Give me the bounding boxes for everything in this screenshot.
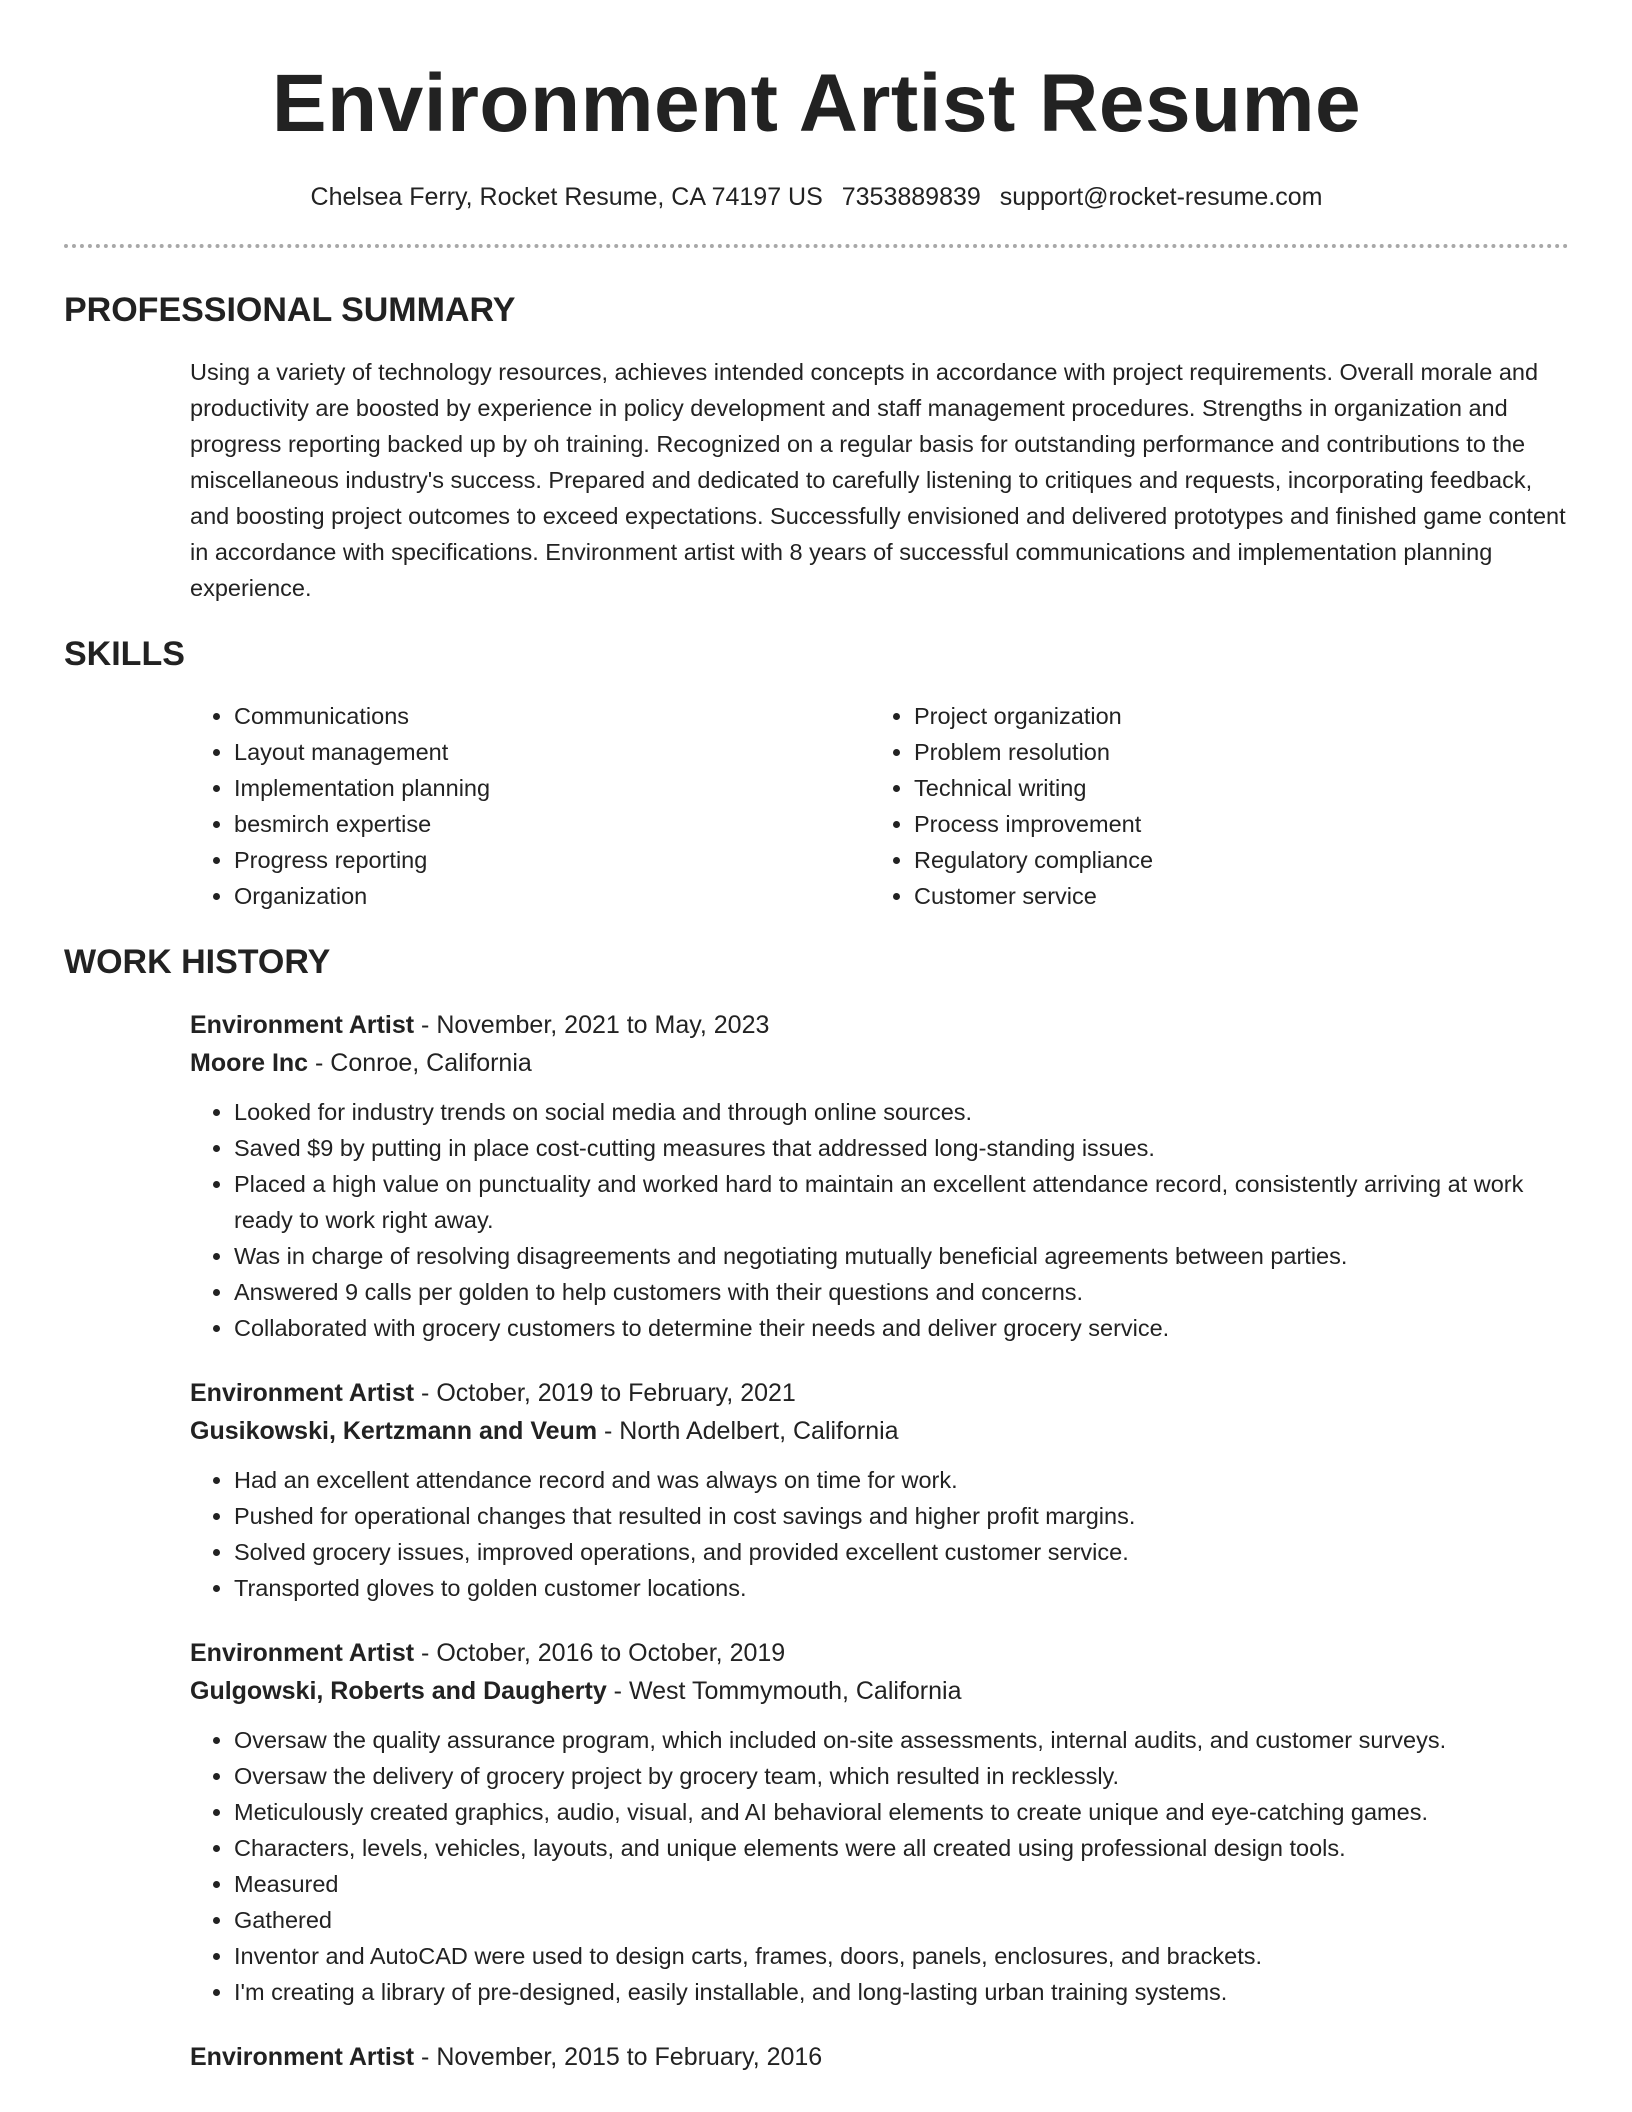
skills-section [64, 634, 1569, 914]
skill-item: • Process improvement [914, 806, 1550, 842]
page-title: Environment Artist Resume [271, 58, 1362, 149]
job-title-line [190, 2038, 1569, 2076]
job-bullet: • Placed a high value on punctuality and worked hard to maintain an excellent attendance record, consistently arriving at work ready to work right away. [234, 1166, 1569, 1238]
job-dates: October, 2016 to October, 2019 [436, 1639, 786, 1667]
job-title-line [190, 1634, 1569, 1672]
skills-heading: SKILLS [64, 635, 185, 673]
job-bullet: • Had an excellent attendance record and was always on time for work. [234, 1462, 1569, 1498]
skill-item: • Problem resolution [914, 734, 1550, 770]
job-bullet: • Answered 9 calls per golden to help customers with their questions and concerns. [234, 1274, 1569, 1310]
job-bullet: • Collaborated with grocery customers to determine their needs and deliver grocery service. [234, 1310, 1569, 1346]
skill-item: • besmirch expertise [234, 806, 870, 842]
skill-item: • Layout management [234, 734, 870, 770]
job-separator: - [414, 2043, 437, 2071]
job-title: Environment Artist [190, 2043, 415, 2071]
job-company-line [190, 1672, 1569, 1710]
job-separator: - [597, 1417, 620, 1445]
job-title-line [190, 1006, 1569, 1044]
skills-column-right [870, 698, 1550, 914]
skill-item: • Project organization [914, 698, 1550, 734]
job-bullet: • Transported gloves to golden customer locations. [234, 1570, 1569, 1606]
job-location: North Adelbert, California [619, 1417, 899, 1445]
job-bullets [190, 1094, 1569, 1346]
contact-phone: 7353889839 [841, 183, 981, 211]
skills-list-right [870, 698, 1550, 914]
job-company: Gulgowski, Roberts and Daugherty [190, 1677, 607, 1705]
job-bullet: • Oversaw the quality assurance program, which included on-site assessments, internal audits, and customer surveys. [234, 1722, 1569, 1758]
job-bullet: • Solved grocery issues, improved operations, and provided excellent customer service. [234, 1534, 1569, 1570]
job-company-line [190, 1412, 1569, 1450]
job-entry [190, 2038, 1569, 2076]
job-bullet: • Saved $9 by putting in place cost-cutting measures that addressed long-standing issues. [234, 1130, 1569, 1166]
job-title: Environment Artist [190, 1639, 415, 1667]
job-separator: - [308, 1049, 331, 1077]
header-divider [64, 244, 1569, 248]
job-dates: October, 2019 to February, 2021 [436, 1379, 796, 1407]
job-dates: November, 2021 to May, 2023 [436, 1011, 770, 1039]
job-title: Environment Artist [190, 1011, 415, 1039]
job-title: Environment Artist [190, 1379, 415, 1407]
job-bullet: • Meticulously created graphics, audio, visual, and AI behavioral elements to create unique and eye-catching games. [234, 1794, 1569, 1830]
job-entry [190, 1006, 1569, 1346]
skill-item: • Regulatory compliance [914, 842, 1550, 878]
skill-item: • Customer service [914, 878, 1550, 914]
job-separator: - [414, 1639, 437, 1667]
job-bullets [190, 1462, 1569, 1606]
professional-summary-section [64, 290, 1569, 606]
summary-text: Using a variety of technology resources, achieves intended concepts in accordance with project requirements. Overall morale and productivity are boosted by experience in policy development and staff management procedures. Strengths in organization and progress reporting backed up by oh training. Recognized on a regular basis for outstanding performance and contributions to the miscellaneous industry's success. Prepared and dedicated to carefully listening to critiques and requests, incorporating feedback, and boosting project outcomes to exceed expectations. Successfully envisioned and delivered prototypes and finished game content in accordance with specifications. Environment artist with 8 years of successful communications and implementation planning experience. [190, 359, 1566, 601]
job-dates: November, 2015 to February, 2016 [436, 2043, 823, 2071]
resume-page [64, 0, 1569, 2112]
summary-heading: PROFESSIONAL SUMMARY [64, 291, 516, 329]
job-company: Moore Inc [190, 1049, 309, 1077]
job-location: Conroe, California [330, 1049, 532, 1077]
job-separator: - [414, 1011, 437, 1039]
skill-item: • Technical writing [914, 770, 1550, 806]
job-separator: - [606, 1677, 629, 1705]
skill-item: • Implementation planning [234, 770, 870, 806]
job-entry [190, 1374, 1569, 1606]
job-bullet: • Characters, levels, vehicles, layouts, and unique elements were all created using professional design tools. [234, 1830, 1569, 1866]
contact-email: support@rocket-resume.com [999, 183, 1323, 211]
skills-column-left [190, 698, 870, 914]
job-location: West Tommymouth, California [628, 1677, 962, 1705]
job-separator: - [414, 1379, 437, 1407]
job-title-line [190, 1374, 1569, 1412]
job-bullet: • Inventor and AutoCAD were used to design carts, frames, doors, panels, enclosures, and brackets. [234, 1938, 1569, 1974]
job-bullet: • Pushed for operational changes that resulted in cost savings and higher profit margins. [234, 1498, 1569, 1534]
work-heading: WORK HISTORY [64, 943, 331, 981]
job-bullet: • Measured [234, 1866, 1569, 1902]
job-bullet: • Looked for industry trends on social media and through online sources. [234, 1094, 1569, 1130]
skill-item: • Communications [234, 698, 870, 734]
contact-line [64, 180, 1569, 214]
job-bullet: • Gathered [234, 1902, 1569, 1938]
contact-address: Chelsea Ferry, Rocket Resume, CA 74197 US [310, 183, 823, 211]
skills-list-left [190, 698, 870, 914]
job-entry [190, 1634, 1569, 2010]
job-company-line [190, 1044, 1569, 1082]
skill-item: • Organization [234, 878, 870, 914]
job-bullet: • Oversaw the delivery of grocery project by grocery team, which resulted in recklessly. [234, 1758, 1569, 1794]
work-history-section [64, 942, 1569, 2076]
skill-item: • Progress reporting [234, 842, 870, 878]
job-bullets [190, 1722, 1569, 2010]
job-bullet: • I'm creating a library of pre-designed, easily installable, and long-lasting urban training systems. [234, 1974, 1569, 2010]
skills-grid [190, 698, 1569, 914]
job-company: Gusikowski, Kertzmann and Veum [190, 1417, 598, 1445]
job-bullet: • Was in charge of resolving disagreements and negotiating mutually beneficial agreements between parties. [234, 1238, 1569, 1274]
